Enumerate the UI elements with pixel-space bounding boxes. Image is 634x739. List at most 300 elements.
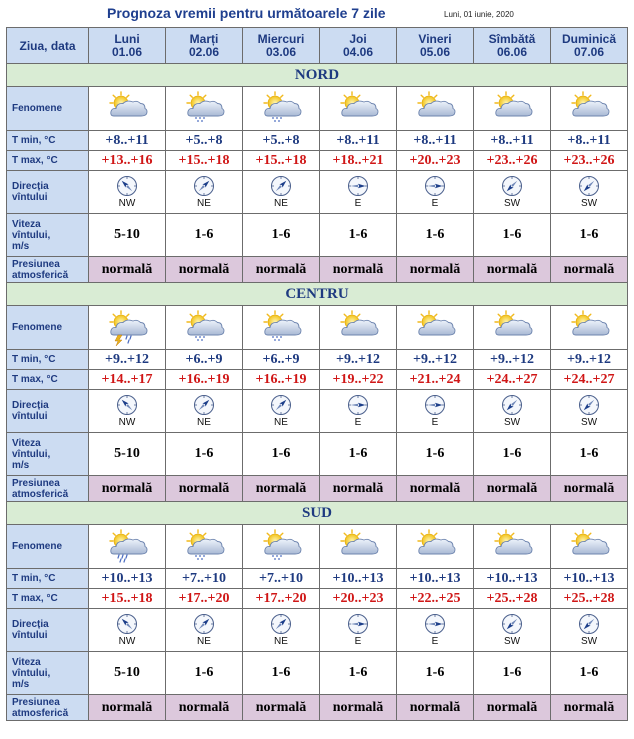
wind-direction-text: NE xyxy=(197,636,211,647)
sun-cloud-snow-icon xyxy=(243,528,319,566)
wind-direction-text: E xyxy=(431,417,439,428)
fenomene-label-text: Fenomene xyxy=(12,103,63,114)
tmax-row xyxy=(7,589,628,609)
pressure-value: normală xyxy=(397,476,474,502)
wind-speed-value: 1-6 xyxy=(551,652,628,695)
wind-speed-label-text: vîntului, xyxy=(12,229,51,241)
pressure-label-text: Presiunea xyxy=(12,258,60,270)
tmin-value: +9..+12 xyxy=(551,350,628,370)
weather-cell xyxy=(89,87,166,131)
wind-speed-value: 1-6 xyxy=(320,652,397,695)
wind-speed-value: 1-6 xyxy=(474,652,551,695)
wind-direction-cell xyxy=(551,390,628,433)
day-name: Marți xyxy=(189,31,219,46)
wind-direction-text: SW xyxy=(580,198,598,209)
wind-speed-label xyxy=(7,433,89,476)
sun-cloud-icon xyxy=(397,90,473,128)
wind-direction-cell xyxy=(397,171,474,214)
compass-arrow-icon xyxy=(270,175,292,197)
tmin-value: +6..+9 xyxy=(243,350,320,370)
wind-direction-cell xyxy=(551,609,628,652)
tmax-value: +19..+22 xyxy=(320,370,397,390)
sun-cloud-snow-icon xyxy=(243,309,319,347)
pressure-value: normală xyxy=(551,695,628,721)
tmax-value: +23..+26 xyxy=(551,151,628,171)
compass-arrow-icon xyxy=(347,613,369,635)
compass-arrow-icon xyxy=(578,613,600,635)
tmin-label xyxy=(7,350,89,370)
tmin-label-text: T min, °C xyxy=(12,573,56,584)
compass-arrow-icon xyxy=(501,175,523,197)
wind-speed-value: 1-6 xyxy=(551,433,628,476)
day-header-0 xyxy=(89,28,166,64)
weather-cell xyxy=(320,87,397,131)
tmax-value: +20..+23 xyxy=(397,151,474,171)
wind-direction-label-text: Direcția xyxy=(12,400,49,411)
weather-cell xyxy=(474,306,551,350)
title-bar xyxy=(0,5,634,25)
wind-speed-value: 1-6 xyxy=(397,433,474,476)
day-name: Miercuri xyxy=(257,31,305,46)
wind-direction xyxy=(166,175,242,209)
wind-direction-cell xyxy=(320,609,397,652)
forecast-table xyxy=(6,27,628,721)
wind-direction-text: E xyxy=(354,198,362,209)
wind-speed-value: 1-6 xyxy=(320,214,397,257)
compass-arrow-icon xyxy=(424,394,446,416)
day-name: Luni xyxy=(114,31,140,46)
day-date: 02.06 xyxy=(188,44,220,59)
tmax-value: +24..+27 xyxy=(474,370,551,390)
pressure-value: normală xyxy=(243,257,320,283)
weather-cell xyxy=(166,87,243,131)
header-label: Ziua, data xyxy=(19,38,76,53)
tmin-value: +9..+12 xyxy=(474,350,551,370)
fenomene-row xyxy=(7,87,628,131)
wind-speed-value: 1-6 xyxy=(320,433,397,476)
tmax-value: +22..+25 xyxy=(397,589,474,609)
day-header-5 xyxy=(474,28,551,64)
fenomene-label xyxy=(7,525,89,569)
tmax-label-text: T max, °C xyxy=(12,593,58,604)
compass-arrow-icon xyxy=(193,394,215,416)
wind-direction-cell xyxy=(166,609,243,652)
wind-direction-text: NE xyxy=(274,198,288,209)
tmax-label xyxy=(7,151,89,171)
tmax-value: +21..+24 xyxy=(397,370,474,390)
tmax-value: +15..+18 xyxy=(89,589,166,609)
sun-cloud-icon xyxy=(474,90,550,128)
pressure-label-text: Presiunea xyxy=(12,477,60,489)
wind-speed-value: 1-6 xyxy=(397,214,474,257)
compass-arrow-icon xyxy=(270,394,292,416)
wind-direction xyxy=(397,175,473,209)
day-header-3 xyxy=(320,28,397,64)
wind-direction-row xyxy=(7,609,628,652)
sun-cloud-icon xyxy=(89,90,165,128)
sun-cloud-icon xyxy=(474,309,550,347)
tmax-value: +20..+23 xyxy=(320,589,397,609)
compass-arrow-icon xyxy=(270,613,292,635)
wind-speed-value: 1-6 xyxy=(551,214,628,257)
region-row-sud xyxy=(7,502,628,525)
fenomene-label xyxy=(7,306,89,350)
wind-direction-text: NE xyxy=(197,198,211,209)
header-row xyxy=(7,28,628,64)
wind-direction-cell xyxy=(320,171,397,214)
fenomene-label-text: Fenomene xyxy=(12,322,63,333)
tmin-value: +9..+12 xyxy=(397,350,474,370)
wind-speed-value: 1-6 xyxy=(474,433,551,476)
wind-speed-label-text: m/s xyxy=(12,240,30,252)
day-date: 06.06 xyxy=(496,44,528,59)
wind-direction-cell xyxy=(551,171,628,214)
region-name: NORD xyxy=(294,66,340,83)
tmin-value: +5..+8 xyxy=(166,131,243,151)
sun-cloud-storm-icon xyxy=(89,309,165,347)
tmin-value: +5..+8 xyxy=(243,131,320,151)
wind-direction-label xyxy=(7,171,89,214)
compass-arrow-icon xyxy=(424,613,446,635)
compass-arrow-icon xyxy=(578,175,600,197)
pressure-value: normală xyxy=(320,257,397,283)
wind-direction-label xyxy=(7,390,89,433)
weather-cell xyxy=(166,525,243,569)
weather-cell xyxy=(551,525,628,569)
wind-direction xyxy=(474,613,550,647)
wind-direction-text: E xyxy=(431,198,439,209)
pressure-value: normală xyxy=(320,476,397,502)
day-date: 03.06 xyxy=(265,44,297,59)
tmax-value: +25..+28 xyxy=(551,589,628,609)
weather-cell xyxy=(474,87,551,131)
weather-cell xyxy=(551,87,628,131)
tmin-label-text: T min, °C xyxy=(12,135,56,146)
wind-direction xyxy=(166,613,242,647)
weather-cell xyxy=(243,525,320,569)
day-date: 07.06 xyxy=(573,44,605,59)
compass-arrow-icon xyxy=(501,394,523,416)
sun-cloud-icon xyxy=(551,309,627,347)
wind-speed-label xyxy=(7,214,89,257)
wind-direction-cell xyxy=(166,171,243,214)
wind-direction-text: NE xyxy=(274,417,288,428)
wind-direction xyxy=(397,613,473,647)
fenomene-row xyxy=(7,306,628,350)
region-header-sud xyxy=(7,502,628,525)
wind-speed-value: 5-10 xyxy=(89,214,166,257)
wind-direction-text: SW xyxy=(503,198,521,209)
pressure-value: normală xyxy=(551,257,628,283)
sun-cloud-icon xyxy=(320,309,396,347)
compass-arrow-icon xyxy=(193,175,215,197)
wind-direction-text: NE xyxy=(274,636,288,647)
wind-direction xyxy=(320,394,396,428)
wind-direction-cell xyxy=(89,390,166,433)
weather-cell xyxy=(166,306,243,350)
wind-speed-row xyxy=(7,652,628,695)
wind-speed-value: 1-6 xyxy=(243,214,320,257)
pressure-label-text: atmosferică xyxy=(12,269,69,281)
tmin-value: +7..+10 xyxy=(243,569,320,589)
region-header-centru xyxy=(7,283,628,306)
forecast-date: Luni, 01 iunie, 2020 xyxy=(444,10,514,19)
tmin-value: +8..+11 xyxy=(89,131,166,151)
pressure-row xyxy=(7,476,628,502)
wind-direction-text: E xyxy=(431,636,439,647)
sun-cloud-icon xyxy=(551,528,627,566)
wind-direction xyxy=(551,394,627,428)
day-name: Duminică xyxy=(561,31,616,46)
region-row-centru xyxy=(7,283,628,306)
wind-direction-label-text: vîntului xyxy=(12,630,48,641)
header-label-cell xyxy=(7,28,89,64)
weather-cell xyxy=(397,525,474,569)
tmin-value: +10..+13 xyxy=(320,569,397,589)
compass-arrow-icon xyxy=(193,613,215,635)
wind-direction xyxy=(89,613,165,647)
sun-cloud-icon xyxy=(397,528,473,566)
wind-direction xyxy=(89,175,165,209)
wind-direction-cell xyxy=(320,390,397,433)
pressure-value: normală xyxy=(551,476,628,502)
tmax-value: +17..+20 xyxy=(166,589,243,609)
tmin-value: +8..+11 xyxy=(320,131,397,151)
weather-cell xyxy=(397,306,474,350)
compass-arrow-icon xyxy=(501,613,523,635)
wind-direction-cell xyxy=(89,609,166,652)
sun-cloud-icon xyxy=(320,90,396,128)
pressure-label-text: atmosferică xyxy=(12,488,69,500)
pressure-value: normală xyxy=(89,695,166,721)
tmax-label-text: T max, °C xyxy=(12,155,58,166)
tmin-row xyxy=(7,131,628,151)
wind-speed-label-text: Viteza xyxy=(12,656,41,668)
wind-direction-text: NW xyxy=(118,636,136,647)
wind-direction xyxy=(474,175,550,209)
pressure-value: normală xyxy=(474,257,551,283)
sun-cloud-snow-icon xyxy=(166,309,242,347)
pressure-row xyxy=(7,695,628,721)
wind-speed-value: 5-10 xyxy=(89,433,166,476)
pressure-value: normală xyxy=(397,257,474,283)
weather-cell xyxy=(320,306,397,350)
weather-cell xyxy=(243,306,320,350)
sun-cloud-icon xyxy=(320,528,396,566)
wind-direction-text: E xyxy=(354,636,362,647)
fenomene-label-text: Fenomene xyxy=(12,541,63,552)
wind-direction-text: SW xyxy=(503,636,521,647)
pressure-value: normală xyxy=(474,695,551,721)
tmax-label xyxy=(7,370,89,390)
pressure-value: normală xyxy=(89,257,166,283)
weather-cell xyxy=(397,87,474,131)
wind-direction-row xyxy=(7,390,628,433)
wind-direction-text: NE xyxy=(197,417,211,428)
weather-cell xyxy=(474,525,551,569)
wind-direction-label-text: vîntului xyxy=(12,192,48,203)
day-header-6 xyxy=(551,28,628,64)
wind-direction-text: E xyxy=(354,417,362,428)
tmin-value: +8..+11 xyxy=(474,131,551,151)
tmin-value: +8..+11 xyxy=(397,131,474,151)
sun-cloud-snow-icon xyxy=(166,90,242,128)
day-name: Vineri xyxy=(418,31,452,46)
wind-speed-value: 5-10 xyxy=(89,652,166,695)
wind-speed-value: 1-6 xyxy=(166,214,243,257)
pressure-value: normală xyxy=(166,695,243,721)
tmin-label-text: T min, °C xyxy=(12,354,56,365)
tmax-value: +18..+21 xyxy=(320,151,397,171)
weather-cell xyxy=(89,306,166,350)
tmin-value: +8..+11 xyxy=(551,131,628,151)
sun-cloud-icon xyxy=(474,528,550,566)
fenomene-row xyxy=(7,525,628,569)
region-name: CENTRU xyxy=(285,285,349,302)
sun-cloud-snow-icon xyxy=(243,90,319,128)
tmax-value: +16..+19 xyxy=(243,370,320,390)
compass-arrow-icon xyxy=(116,613,138,635)
tmax-value: +24..+27 xyxy=(551,370,628,390)
pressure-value: normală xyxy=(166,476,243,502)
day-name: Joi xyxy=(349,31,367,46)
sun-cloud-rain-icon xyxy=(89,528,165,566)
tmin-value: +9..+12 xyxy=(89,350,166,370)
wind-direction-cell xyxy=(397,609,474,652)
tmin-row xyxy=(7,350,628,370)
tmin-row xyxy=(7,569,628,589)
wind-direction-cell xyxy=(474,390,551,433)
wind-direction-label xyxy=(7,609,89,652)
wind-direction xyxy=(397,394,473,428)
wind-speed-value: 1-6 xyxy=(243,433,320,476)
weather-cell xyxy=(243,87,320,131)
wind-direction-label-text: vîntului xyxy=(12,411,48,422)
wind-direction-label-text: Direcția xyxy=(12,619,49,630)
pressure-value: normală xyxy=(474,476,551,502)
tmin-value: +7..+10 xyxy=(166,569,243,589)
pressure-value: normală xyxy=(243,695,320,721)
pressure-label xyxy=(7,476,89,502)
tmin-value: +10..+13 xyxy=(551,569,628,589)
wind-speed-value: 1-6 xyxy=(243,652,320,695)
wind-speed-row xyxy=(7,433,628,476)
compass-arrow-icon xyxy=(347,175,369,197)
wind-speed-value: 1-6 xyxy=(166,652,243,695)
wind-speed-label-text: vîntului, xyxy=(12,667,51,679)
compass-arrow-icon xyxy=(347,394,369,416)
compass-arrow-icon xyxy=(424,175,446,197)
weather-cell xyxy=(551,306,628,350)
tmin-value: +10..+13 xyxy=(397,569,474,589)
day-header-2 xyxy=(243,28,320,64)
wind-direction-text: NW xyxy=(118,198,136,209)
pressure-value: normală xyxy=(243,476,320,502)
tmax-label-text: T max, °C xyxy=(12,374,58,385)
wind-direction xyxy=(551,175,627,209)
wind-direction xyxy=(166,394,242,428)
wind-direction-cell xyxy=(474,609,551,652)
tmax-value: +25..+28 xyxy=(474,589,551,609)
day-date: 01.06 xyxy=(111,44,143,59)
pressure-label xyxy=(7,695,89,721)
tmin-value: +6..+9 xyxy=(166,350,243,370)
pressure-value: normală xyxy=(89,476,166,502)
pressure-value: normală xyxy=(166,257,243,283)
compass-arrow-icon xyxy=(578,394,600,416)
tmax-value: +15..+18 xyxy=(166,151,243,171)
wind-speed-label-text: Viteza xyxy=(12,437,41,449)
wind-speed-value: 1-6 xyxy=(397,652,474,695)
wind-speed-label-text: m/s xyxy=(12,459,30,471)
wind-direction xyxy=(551,613,627,647)
weather-cell xyxy=(320,525,397,569)
wind-speed-label-text: m/s xyxy=(12,678,30,690)
tmax-value: +16..+19 xyxy=(166,370,243,390)
fenomene-label xyxy=(7,87,89,131)
compass-arrow-icon xyxy=(116,175,138,197)
weather-cell xyxy=(89,525,166,569)
page-title: Prognoza vremii pentru următoarele 7 zile xyxy=(107,5,386,21)
tmax-label xyxy=(7,589,89,609)
tmin-value: +10..+13 xyxy=(89,569,166,589)
tmax-row xyxy=(7,370,628,390)
wind-direction-cell xyxy=(397,390,474,433)
wind-direction-label-text: Direcția xyxy=(12,181,49,192)
wind-speed-value: 1-6 xyxy=(166,433,243,476)
wind-direction xyxy=(474,394,550,428)
tmin-value: +10..+13 xyxy=(474,569,551,589)
wind-direction-row xyxy=(7,171,628,214)
wind-direction-text: SW xyxy=(503,417,521,428)
wind-direction-text: SW xyxy=(580,636,598,647)
tmin-label xyxy=(7,131,89,151)
region-row-nord xyxy=(7,64,628,87)
wind-speed-label-text: Viteza xyxy=(12,218,41,230)
tmax-value: +14..+17 xyxy=(89,370,166,390)
wind-speed-value: 1-6 xyxy=(474,214,551,257)
tmax-value: +23..+26 xyxy=(474,151,551,171)
pressure-value: normală xyxy=(397,695,474,721)
region-name: SUD xyxy=(301,504,332,521)
wind-direction xyxy=(89,394,165,428)
sun-cloud-icon xyxy=(551,90,627,128)
wind-direction-cell xyxy=(166,390,243,433)
wind-direction-text: NW xyxy=(118,417,136,428)
tmin-label xyxy=(7,569,89,589)
tmax-value: +13..+16 xyxy=(89,151,166,171)
wind-direction-cell xyxy=(243,390,320,433)
tmax-row xyxy=(7,151,628,171)
wind-direction xyxy=(243,175,319,209)
pressure-label-text: Presiunea xyxy=(12,696,60,708)
wind-direction xyxy=(243,394,319,428)
sun-cloud-snow-icon xyxy=(166,528,242,566)
tmax-value: +15..+18 xyxy=(243,151,320,171)
wind-direction-cell xyxy=(243,171,320,214)
day-header-1 xyxy=(166,28,243,64)
day-name: Sîmbătă xyxy=(488,31,536,46)
pressure-label xyxy=(7,257,89,283)
compass-arrow-icon xyxy=(116,394,138,416)
pressure-label-text: atmosferică xyxy=(12,707,69,719)
day-date: 04.06 xyxy=(342,44,374,59)
wind-direction-text: SW xyxy=(580,417,598,428)
wind-direction xyxy=(243,613,319,647)
wind-direction xyxy=(320,175,396,209)
wind-direction-cell xyxy=(474,171,551,214)
sun-cloud-icon xyxy=(397,309,473,347)
